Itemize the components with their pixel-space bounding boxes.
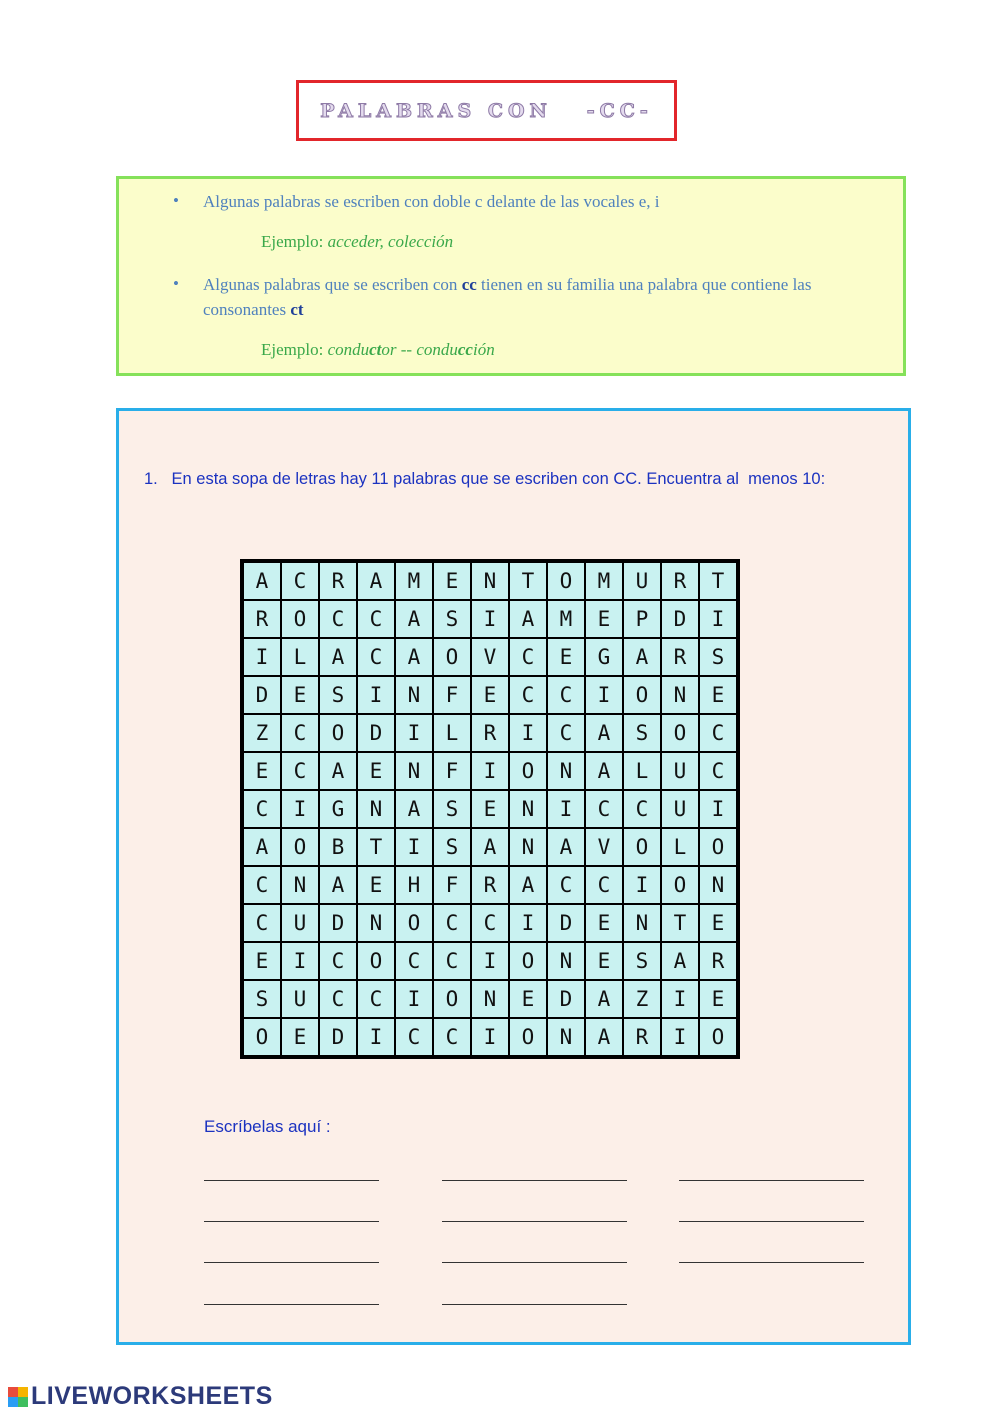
grid-cell[interactable]: E — [243, 752, 281, 790]
grid-cell[interactable]: M — [547, 600, 585, 638]
grid-cell[interactable]: R — [319, 562, 357, 600]
grid-cell[interactable]: U — [281, 980, 319, 1018]
answer-line[interactable] — [204, 1304, 379, 1305]
grid-cell[interactable]: I — [699, 600, 737, 638]
grid-cell[interactable]: R — [243, 600, 281, 638]
grid-cell[interactable]: C — [357, 600, 395, 638]
grid-cell[interactable]: C — [623, 790, 661, 828]
grid-cell[interactable]: A — [623, 638, 661, 676]
grid-cell[interactable]: T — [509, 562, 547, 600]
grid-cell[interactable]: I — [661, 980, 699, 1018]
grid-cell[interactable]: I — [395, 980, 433, 1018]
grid-cell[interactable]: C — [281, 752, 319, 790]
grid-cell[interactable]: C — [357, 638, 395, 676]
grid-cell[interactable]: L — [623, 752, 661, 790]
grid-cell[interactable]: V — [585, 828, 623, 866]
answer-line[interactable] — [204, 1221, 379, 1222]
example-1-label: Ejemplo: — [261, 232, 328, 251]
grid-cell[interactable]: I — [243, 638, 281, 676]
grid-cell[interactable]: N — [509, 828, 547, 866]
grid-cell[interactable]: R — [661, 638, 699, 676]
grid-cell[interactable]: C — [547, 866, 585, 904]
grid-cell[interactable]: C — [547, 676, 585, 714]
grid-cell[interactable]: O — [509, 752, 547, 790]
grid-cell[interactable]: G — [319, 790, 357, 828]
grid-cell[interactable]: R — [471, 866, 509, 904]
answer-line[interactable] — [442, 1221, 627, 1222]
answer-line[interactable] — [442, 1180, 627, 1181]
grid-cell[interactable]: C — [395, 942, 433, 980]
grid-cell[interactable]: N — [471, 562, 509, 600]
grid-cell[interactable]: A — [395, 638, 433, 676]
grid-cell[interactable]: A — [243, 828, 281, 866]
grid-cell[interactable]: O — [661, 866, 699, 904]
answer-line[interactable] — [204, 1262, 379, 1263]
grid-cell[interactable]: C — [281, 714, 319, 752]
grid-cell[interactable]: O — [623, 676, 661, 714]
example-2-part-4: cc — [457, 340, 473, 359]
grid-cell[interactable]: I — [585, 676, 623, 714]
grid-cell[interactable]: A — [547, 828, 585, 866]
grid-cell[interactable]: M — [585, 562, 623, 600]
grid-cell[interactable]: C — [243, 790, 281, 828]
grid-cell[interactable]: D — [357, 714, 395, 752]
example-1 — [261, 232, 453, 252]
grid-cell[interactable]: S — [623, 714, 661, 752]
grid-cell[interactable]: C — [243, 866, 281, 904]
grid-cell[interactable]: N — [547, 1018, 585, 1056]
grid-cell[interactable]: C — [699, 714, 737, 752]
grid-cell[interactable]: I — [547, 790, 585, 828]
grid-cell[interactable]: T — [699, 562, 737, 600]
grid-cell[interactable]: N — [699, 866, 737, 904]
grid-cell[interactable]: C — [281, 562, 319, 600]
grid-cell[interactable]: N — [547, 942, 585, 980]
grid-cell[interactable]: C — [319, 600, 357, 638]
liveworksheets-logo-icon — [8, 1387, 28, 1407]
grid-cell[interactable]: I — [395, 714, 433, 752]
grid-cell[interactable]: C — [243, 904, 281, 942]
grid-cell[interactable]: C — [471, 904, 509, 942]
grid-cell[interactable]: G — [585, 638, 623, 676]
answer-line[interactable] — [679, 1262, 864, 1263]
grid-cell[interactable]: O — [699, 1018, 737, 1056]
grid-cell[interactable]: C — [699, 752, 737, 790]
grid-cell[interactable]: A — [395, 790, 433, 828]
grid-cell[interactable]: O — [509, 942, 547, 980]
grid-cell[interactable]: S — [243, 980, 281, 1018]
grid-cell[interactable]: A — [509, 866, 547, 904]
brand-name: LIVEWORKSHEETS — [31, 1382, 273, 1410]
rule-2 — [203, 272, 883, 322]
grid-cell[interactable]: E — [357, 752, 395, 790]
grid-cell[interactable]: A — [509, 600, 547, 638]
grid-cell[interactable]: E — [699, 676, 737, 714]
grid-cell[interactable]: N — [547, 752, 585, 790]
grid-cell[interactable]: C — [395, 1018, 433, 1056]
rule-2-part-c: tienen en su familia una palabra que contiene las consonantes — [203, 275, 812, 319]
grid-cell[interactable]: C — [319, 980, 357, 1018]
grid-cell[interactable]: R — [661, 562, 699, 600]
bullet-marker: • — [173, 191, 179, 210]
write-label: Escríbelas aquí : — [204, 1117, 331, 1136]
grid-cell[interactable]: S — [319, 676, 357, 714]
grid-cell[interactable]: N — [395, 676, 433, 714]
example-2-part-5: ión — [472, 340, 495, 359]
grid-cell[interactable]: E — [585, 600, 623, 638]
grid-cell[interactable]: Z — [623, 980, 661, 1018]
grid-cell[interactable]: L — [281, 638, 319, 676]
answer-line[interactable] — [679, 1221, 864, 1222]
exercise-box — [116, 408, 911, 1345]
grid-cell[interactable]: O — [243, 1018, 281, 1056]
grid-cell[interactable]: O — [357, 942, 395, 980]
grid-cell[interactable]: A — [585, 980, 623, 1018]
grid-cell[interactable]: O — [433, 980, 471, 1018]
grid-cell[interactable]: D — [243, 676, 281, 714]
grid-cell[interactable]: U — [661, 752, 699, 790]
page-title: PALABRAS CON -CC- — [320, 99, 653, 122]
grid-cell[interactable]: E — [471, 676, 509, 714]
answer-line[interactable] — [679, 1180, 864, 1181]
grid-cell[interactable]: A — [319, 638, 357, 676]
grid-cell[interactable]: E — [585, 942, 623, 980]
grid-cell[interactable]: S — [433, 600, 471, 638]
brand — [8, 1382, 273, 1411]
grid-cell[interactable]: E — [433, 562, 471, 600]
grid-cell[interactable]: N — [509, 790, 547, 828]
grid-cell[interactable]: S — [699, 638, 737, 676]
grid-cell[interactable]: O — [623, 828, 661, 866]
example-1-words: acceder, colección — [327, 232, 454, 251]
grid-cell[interactable]: I — [509, 714, 547, 752]
grid-cell[interactable]: C — [509, 676, 547, 714]
grid-cell[interactable]: T — [661, 904, 699, 942]
grid-cell[interactable]: I — [471, 1018, 509, 1056]
grid-cell[interactable]: I — [509, 904, 547, 942]
grid-cell[interactable]: D — [547, 980, 585, 1018]
grid-cell[interactable]: E — [699, 904, 737, 942]
grid-cell[interactable]: O — [281, 600, 319, 638]
grid-cell[interactable]: C — [547, 714, 585, 752]
grid-cell[interactable]: O — [547, 562, 585, 600]
grid-cell[interactable]: T — [357, 828, 395, 866]
grid-cell[interactable]: F — [433, 752, 471, 790]
grid-cell[interactable]: C — [319, 942, 357, 980]
rule-2-cc: cc — [461, 275, 477, 294]
grid-cell[interactable]: C — [585, 790, 623, 828]
title-box — [296, 80, 677, 141]
grid-cell[interactable]: D — [661, 600, 699, 638]
grid-cell[interactable]: O — [509, 1018, 547, 1056]
grid-cell[interactable]: R — [471, 714, 509, 752]
grid-cell[interactable]: N — [661, 676, 699, 714]
grid-cell[interactable]: D — [319, 1018, 357, 1056]
grid-cell[interactable]: E — [357, 866, 395, 904]
grid-cell[interactable]: F — [433, 676, 471, 714]
grid-cell[interactable]: V — [471, 638, 509, 676]
grid-cell[interactable]: I — [471, 942, 509, 980]
grid-cell[interactable]: M — [395, 562, 433, 600]
grid-cell[interactable]: I — [281, 790, 319, 828]
grid-cell[interactable]: A — [395, 600, 433, 638]
grid-cell[interactable]: I — [395, 828, 433, 866]
grid-cell[interactable]: N — [623, 904, 661, 942]
grid-cell[interactable]: D — [547, 904, 585, 942]
grid-cell[interactable]: A — [357, 562, 395, 600]
grid-cell[interactable]: F — [433, 866, 471, 904]
grid-cell[interactable]: I — [357, 1018, 395, 1056]
grid-cell[interactable]: A — [243, 562, 281, 600]
answer-line[interactable] — [442, 1262, 627, 1263]
grid-cell[interactable]: E — [585, 904, 623, 942]
grid-cell[interactable]: A — [319, 866, 357, 904]
grid-cell[interactable]: E — [281, 1018, 319, 1056]
grid-cell[interactable]: S — [433, 828, 471, 866]
grid-cell[interactable]: O — [395, 904, 433, 942]
grid-cell[interactable]: L — [433, 714, 471, 752]
answer-line[interactable] — [204, 1180, 379, 1181]
grid-cell[interactable]: E — [471, 790, 509, 828]
grid-cell[interactable]: Z — [243, 714, 281, 752]
grid-cell[interactable]: I — [471, 752, 509, 790]
grid-cell[interactable]: O — [661, 714, 699, 752]
example-2-part-2: ct — [369, 340, 382, 359]
grid-cell[interactable]: S — [623, 942, 661, 980]
grid-cell[interactable]: A — [585, 752, 623, 790]
grid-cell[interactable]: C — [433, 1018, 471, 1056]
grid-cell[interactable]: E — [547, 638, 585, 676]
grid-cell[interactable]: N — [357, 904, 395, 942]
grid-cell[interactable]: E — [509, 980, 547, 1018]
exercise-instruction: 1. En esta sopa de letras hay 11 palabras que se escriben con CC. Encuentra al menos 10: — [144, 470, 826, 488]
grid-cell[interactable]: O — [319, 714, 357, 752]
bullet-marker: • — [173, 274, 179, 293]
grid-cell[interactable]: E — [281, 676, 319, 714]
grid-cell[interactable]: I — [471, 600, 509, 638]
grid-cell[interactable]: L — [661, 828, 699, 866]
grid-cell[interactable]: R — [623, 1018, 661, 1056]
example-2-part-1: condu — [327, 340, 370, 359]
grid-cell[interactable]: I — [281, 942, 319, 980]
grid-cell[interactable]: U — [623, 562, 661, 600]
grid-cell[interactable]: O — [433, 638, 471, 676]
grid-cell[interactable]: C — [509, 638, 547, 676]
grid-cell[interactable]: D — [319, 904, 357, 942]
grid-cell[interactable]: E — [699, 980, 737, 1018]
example-2-part-3: or -- condu — [381, 340, 458, 359]
grid-cell[interactable]: E — [243, 942, 281, 980]
grid-cell[interactable]: N — [395, 752, 433, 790]
grid-cell[interactable]: R — [699, 942, 737, 980]
grid-cell[interactable]: N — [471, 980, 509, 1018]
grid-cell[interactable]: I — [623, 866, 661, 904]
grid-cell[interactable]: A — [661, 942, 699, 980]
grid-cell[interactable]: I — [661, 1018, 699, 1056]
grid-cell[interactable]: H — [395, 866, 433, 904]
grid-cell[interactable]: A — [319, 752, 357, 790]
rule-1: Algunas palabras se escriben con doble c delante de las vocales e, i — [203, 192, 660, 211]
rules-box — [116, 176, 906, 376]
example-2-label: Ejemplo: — [261, 340, 328, 359]
grid-cell[interactable]: N — [281, 866, 319, 904]
grid-cell[interactable]: U — [281, 904, 319, 942]
grid-cell[interactable]: C — [357, 980, 395, 1018]
grid-cell[interactable]: A — [585, 714, 623, 752]
grid-cell[interactable]: O — [699, 828, 737, 866]
grid-cell[interactable]: I — [357, 676, 395, 714]
grid-cell[interactable]: C — [433, 942, 471, 980]
grid-cell[interactable]: S — [433, 790, 471, 828]
grid-cell[interactable]: C — [433, 904, 471, 942]
grid-cell[interactable]: O — [281, 828, 319, 866]
grid-cell[interactable]: U — [661, 790, 699, 828]
grid-cell[interactable]: A — [585, 1018, 623, 1056]
grid-cell[interactable]: C — [585, 866, 623, 904]
rule-2-ct: ct — [290, 300, 304, 319]
grid-cell[interactable]: A — [471, 828, 509, 866]
rule-2-part-a: Algunas palabras que se escriben con — [203, 275, 462, 294]
grid-cell[interactable]: P — [623, 600, 661, 638]
grid-cell[interactable]: B — [319, 828, 357, 866]
grid-cell[interactable]: I — [699, 790, 737, 828]
grid-cell[interactable]: N — [357, 790, 395, 828]
example-2 — [261, 340, 495, 360]
word-search-grid — [240, 559, 740, 1059]
answer-line[interactable] — [442, 1304, 627, 1305]
